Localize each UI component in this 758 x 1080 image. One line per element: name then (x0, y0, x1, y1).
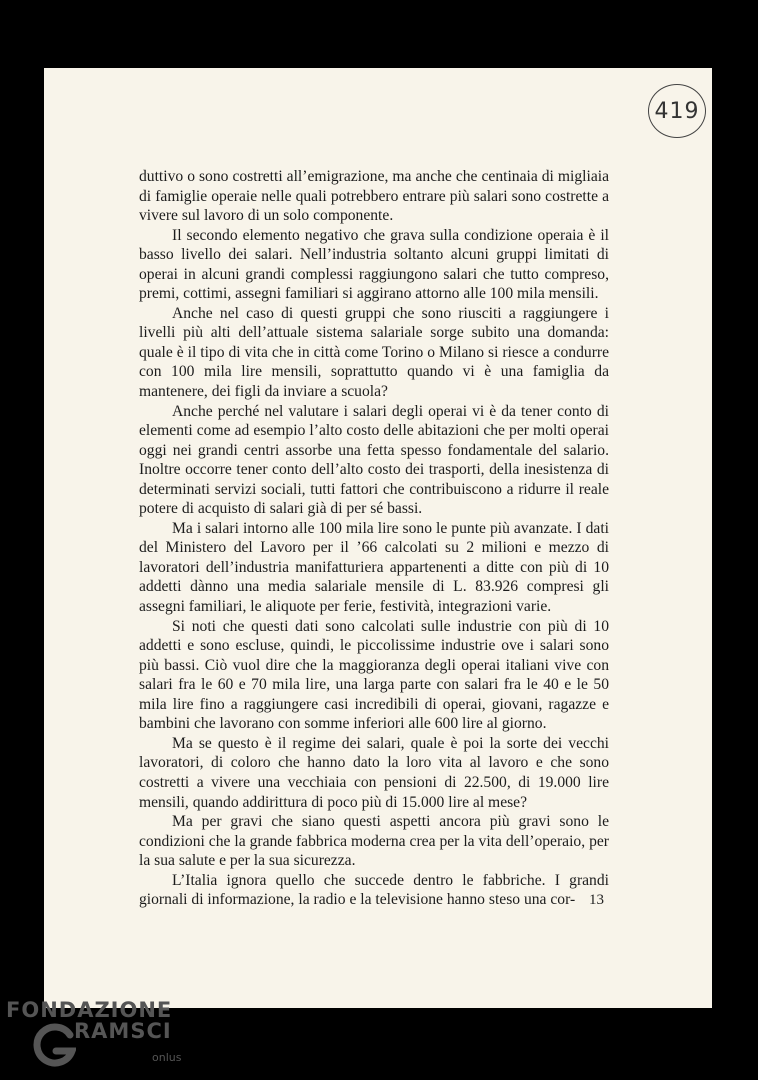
paragraph: Ma i salari intorno alle 100 mila lire sono le punte più avanzate. I dati del Ministero del Lavoro per il ’66 calcolati su 2 milioni e mezzo di lavoratori dell’industria manifatturiera appartenenti a ditte con più di 10 addetti dànno una media salariale mensile di L. 83.926 compresi gli assegni familiari, le aliquote per ferie, festività, integrazioni varie. (139, 519, 609, 616)
paragraph: Ma per gravi che siano questi aspetti ancora più gravi sono le condizioni che la grande fabbrica moderna crea per la vita dell’operaio, per la sua salute e per la sua sicurezza. (139, 813, 609, 870)
archive-number-stamp: 419 (648, 84, 706, 138)
paragraph: L’Italia ignora quello che succede dentro le fabbriche. I grandi giornali di informazione, la radio e la televisione hanno steso una cor- (139, 871, 609, 909)
paragraph: Si noti che questi dati sono calcolati sulle industrie con più di 10 addetti e sono escluse, quindi, le piccolissime industrie ove i salari sono più bassi. Ciò vuol dire che la maggioranza degli operai italiani vive con salari fra le 60 e 70 mila lire, una larga parte con salari fra le 40 e le 50 mila lire fino a raggiungere casi incredibili di operai, giovani, ragazze e bambini che lavorano con somme inferiori alle 600 lire al giorno. (139, 617, 609, 733)
page-number: 13 (589, 892, 604, 908)
watermark-logo (6, 995, 206, 1075)
watermark-line2: RAMSCI (74, 1019, 172, 1043)
body-text (139, 167, 609, 910)
paragraph: Anche nel caso di questi gruppi che sono riusciti a raggiungere i livelli più alti dell’attuale sistema salariale sorge subito una domanda: quale è il tipo di vita che in città come Torino o Milano si riesce a condurre con 100 mila lire mensili, soprattutto quando vi è una famiglia da mantenere, dei figli da inviare a scuola? (139, 304, 609, 401)
paragraph: Anche perché nel valutare i salari degli operai vi è da tener conto di elementi come ad esempio l’alto costo delle abitazioni che per molti operai oggi nei grandi centri assorbe una fetta spesso fondamentale del salario. Inoltre occorre tener conto dell’alto costo dei trasporti, della inesistenza di determinati servizi sociali, tutti fattori che contribuiscono a ridurre il reale potere di acquisto di salari già di per sé bassi. (139, 402, 609, 518)
paragraph: Ma se questo è il regime dei salari, quale è poi la sorte dei vecchi lavoratori, di coloro che hanno dato la loro vita al lavoro e che sono costretti a vivere una vecchiaia con pensioni di 22.500, di 19.000 lire mensili, quando addirittura di poco più di 15.000 lire al mese? (139, 734, 609, 811)
paragraph: Il secondo elemento negativo che grava sulla condizione operaia è il basso livello dei salari. Nell’industria soltanto alcuni gruppi limitati di operai in alcuni grandi complessi raggiungono salari che tutto compreso, premi, cottimi, assegni familiari si aggirano attorno alle 100 mila mensili. (139, 226, 609, 303)
paragraph: duttivo o sono costretti all’emigrazione, ma anche che centinaia di migliaia di famiglie operaie nelle quali potrebbero entrare più salari sono costrette a vivere sul lavoro di un solo componente. (139, 168, 609, 225)
g-logo-icon (32, 1023, 76, 1069)
watermark-line1: FONDAZIONE (6, 998, 173, 1022)
watermark-tagline: onlus (152, 1051, 182, 1064)
